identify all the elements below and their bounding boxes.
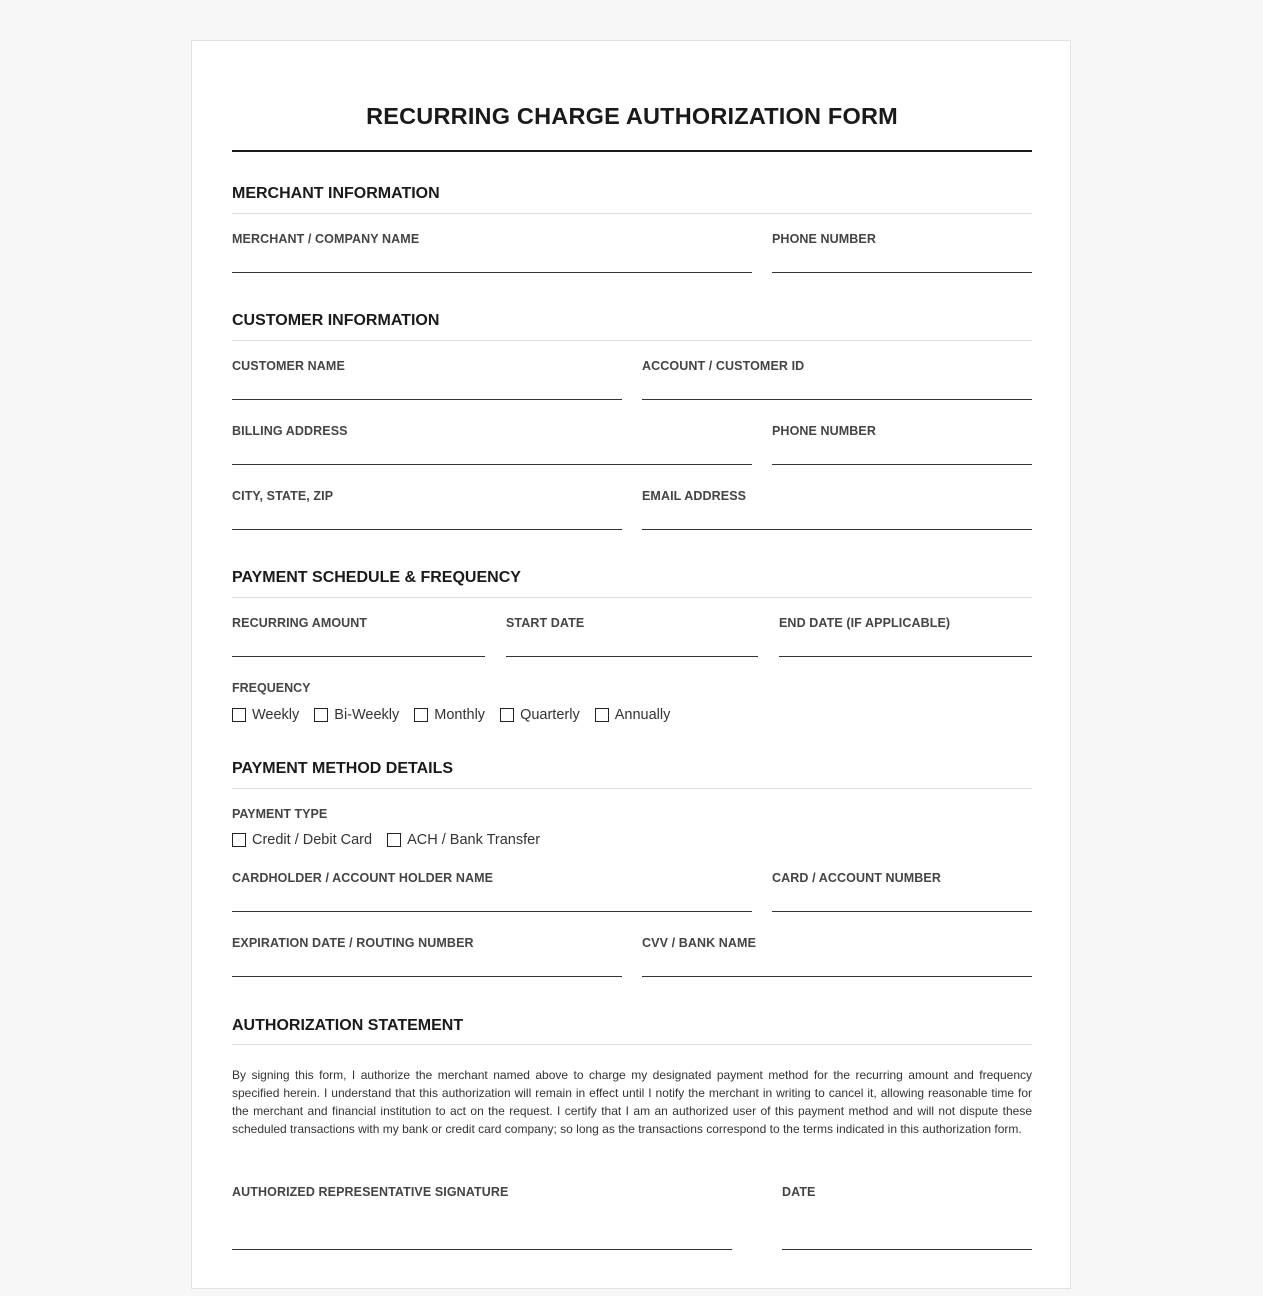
checkbox[interactable] — [314, 708, 328, 722]
field-label: PHONE NUMBER — [772, 424, 876, 438]
frequency-option-annually[interactable] — [595, 707, 671, 723]
checkbox[interactable] — [595, 708, 609, 722]
frequency-option-bi-weekly[interactable] — [314, 707, 399, 723]
section-divider — [232, 788, 1032, 789]
checkbox[interactable] — [232, 833, 246, 847]
frequency-option-weekly[interactable] — [232, 707, 299, 723]
section-divider — [232, 1044, 1032, 1045]
start-date-input-line[interactable] — [506, 656, 758, 657]
signature-input-line[interactable] — [232, 1249, 732, 1250]
customer-phone-input-line[interactable] — [772, 464, 1032, 465]
signature-field[interactable] — [232, 1185, 732, 1199]
account-holder-field[interactable] — [232, 871, 752, 885]
customer-phone-field[interactable] — [772, 424, 1032, 438]
email-address-field[interactable] — [642, 489, 1032, 503]
city-state-zip-input-line[interactable] — [232, 529, 622, 530]
option-label: ACH / Bank Transfer — [407, 832, 541, 848]
frequency-label: FREQUENCY — [232, 681, 311, 695]
customer-account-field[interactable] — [642, 359, 1032, 373]
merchant-phone-input-line[interactable] — [772, 272, 1032, 273]
customer-account-input-line[interactable] — [642, 399, 1032, 400]
field-label: CARDHOLDER / ACCOUNT HOLDER NAME — [232, 871, 494, 885]
end-date-field[interactable] — [779, 616, 1032, 630]
cvv-bank-input-line[interactable] — [642, 976, 1032, 977]
field-label: MERCHANT / COMPANY NAME — [232, 232, 420, 246]
email-address-input-line[interactable] — [642, 529, 1032, 530]
customer-name-field[interactable] — [232, 359, 622, 373]
recurring-amount-input-line[interactable] — [232, 656, 485, 657]
checkbox[interactable] — [232, 708, 246, 722]
cvv-bank-field[interactable] — [642, 936, 1032, 950]
account-number-field[interactable] — [772, 871, 1032, 885]
checkbox[interactable] — [414, 708, 428, 722]
checkbox[interactable] — [387, 833, 401, 847]
option-label: Credit / Debit Card — [252, 832, 373, 848]
option-label: Weekly — [252, 707, 300, 723]
frequency-option-monthly[interactable] — [414, 707, 485, 723]
form-page — [191, 40, 1071, 1289]
field-label: CITY, STATE, ZIP — [232, 489, 334, 503]
section-heading-authorization: AUTHORIZATION STATEMENT — [232, 1017, 464, 1034]
customer-name-input-line[interactable] — [232, 399, 622, 400]
account-number-input-line[interactable] — [772, 911, 1032, 912]
option-label: Quarterly — [520, 707, 580, 723]
billing-address-field[interactable] — [232, 424, 752, 438]
expiration-routing-field[interactable] — [232, 936, 622, 950]
frequency-options — [232, 707, 685, 723]
section-divider — [232, 597, 1032, 598]
section-heading-payment: PAYMENT METHOD DETAILS — [232, 760, 454, 777]
field-label: AUTHORIZED REPRESENTATIVE SIGNATURE — [232, 1185, 509, 1199]
account-holder-input-line[interactable] — [232, 911, 752, 912]
billing-address-input-line[interactable] — [232, 464, 752, 465]
payment-type-option-ach[interactable] — [387, 832, 540, 848]
payment-type-label: PAYMENT TYPE — [232, 807, 328, 821]
field-label: EXPIRATION DATE / ROUTING NUMBER — [232, 936, 474, 950]
section-heading-merchant: MERCHANT INFORMATION — [232, 185, 440, 202]
signature-date-input-line[interactable] — [782, 1249, 1032, 1250]
field-label: EMAIL ADDRESS — [642, 489, 747, 503]
authorization-statement: By signing this form, I authorize the merchant named above to charge my designated payment method for the recurring amount and frequency specified herein. I understand that this authorization will remain in effect until I notify the merchant in writing to cancel it, allowing reasonable time for the merchant and financial institution to act on the request. I certify that I am an authorized user of this payment method and will not dispute these scheduled transactions with my bank or credit card company; so long as the transactions correspond to the terms indicated in this authorization form. — [232, 1068, 1032, 1136]
merchant-company-field[interactable] — [232, 232, 752, 246]
checkbox[interactable] — [500, 708, 514, 722]
expiration-routing-input-line[interactable] — [232, 976, 622, 977]
option-label: Annually — [614, 707, 671, 723]
field-label: CUSTOMER NAME — [232, 359, 345, 373]
title-divider — [232, 150, 1032, 152]
section-divider — [232, 340, 1032, 341]
field-label: PHONE NUMBER — [772, 232, 876, 246]
section-divider — [232, 213, 1032, 214]
field-label: RECURRING AMOUNT — [232, 616, 368, 630]
city-state-zip-field[interactable] — [232, 489, 622, 503]
option-label: Monthly — [434, 707, 486, 723]
recurring-amount-field[interactable] — [232, 616, 485, 630]
merchant-phone-field[interactable] — [772, 232, 1032, 246]
field-label: CVV / BANK NAME — [642, 936, 757, 950]
start-date-field[interactable] — [506, 616, 758, 630]
option-label: Bi-Weekly — [334, 707, 400, 723]
section-heading-schedule: PAYMENT SCHEDULE & FREQUENCY — [232, 569, 521, 586]
field-label: CARD / ACCOUNT NUMBER — [772, 871, 941, 885]
field-label: ACCOUNT / CUSTOMER ID — [642, 359, 805, 373]
field-label: BILLING ADDRESS — [232, 424, 348, 438]
payment-type-option-card[interactable] — [232, 832, 372, 848]
section-heading-customer: CUSTOMER INFORMATION — [232, 312, 440, 329]
merchant-company-input-line[interactable] — [232, 272, 752, 273]
field-label: END DATE (IF APPLICABLE) — [779, 616, 951, 630]
payment-type-options — [232, 832, 555, 848]
end-date-input-line[interactable] — [779, 656, 1032, 657]
form-title: RECURRING CHARGE AUTHORIZATION FORM — [366, 103, 898, 129]
form-content — [232, 41, 1032, 1288]
field-label: DATE — [782, 1185, 816, 1199]
signature-date-field[interactable] — [782, 1185, 1032, 1199]
frequency-option-quarterly[interactable] — [500, 707, 580, 723]
field-label: START DATE — [506, 616, 585, 630]
